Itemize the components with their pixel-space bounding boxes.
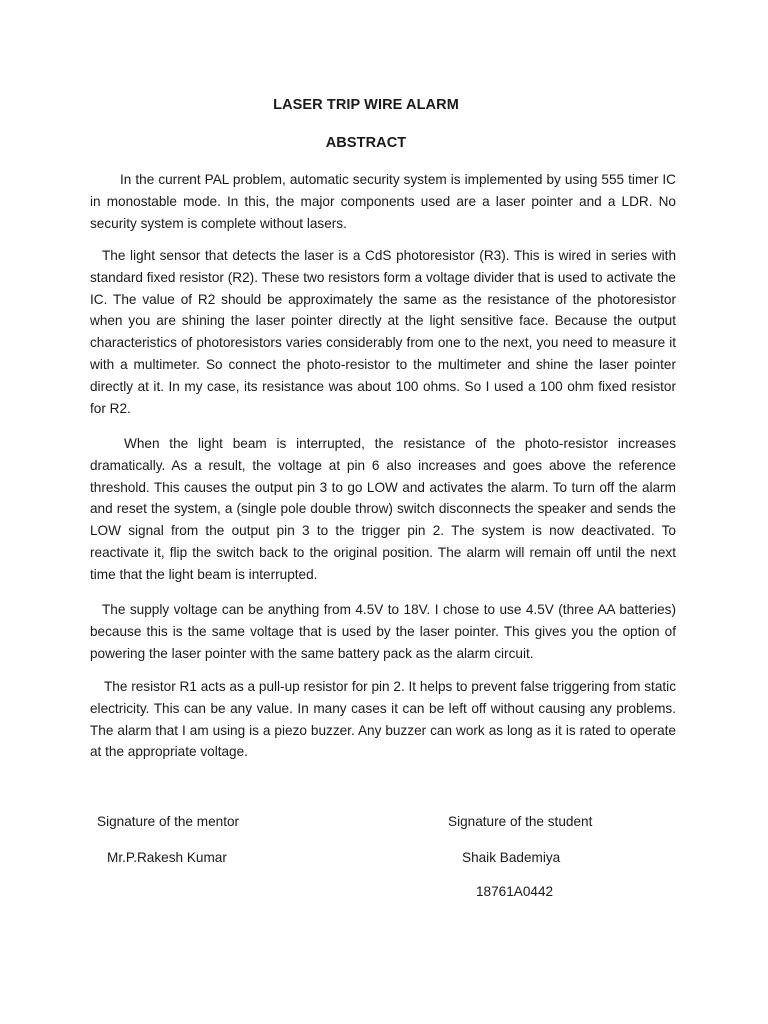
paragraph-text: The resistor R1 acts as a pull-up resistor for pin 2. It helps to prevent false triggering from static electricity. This can be any value. In many cases it can be left off without causing any problems. The alarm that I am using is a piezo buzzer. Any buzzer can work as long as it is rated to operate at the appropriate voltage.	[90, 679, 676, 760]
paragraph-text: The supply voltage can be anything from 4.5V to 18V. I chose to use 4.5V (three AA batteries) because this is the same voltage that is used by the laser pointer. This gives you the option of powering the laser pointer with the same battery pack as the alarm circuit.	[90, 602, 676, 661]
paragraph-text: The light sensor that detects the laser is a CdS photoresistor (R3). This is wired in series with standard fixed resistor (R2). These two resistors form a voltage divider that is used to activate the IC. The value of R2 should be approximately the same as the resistance of the photoresistor when you are shining the laser pointer directly at the light sensitive face. Because the output characteristics of photoresistors varies considerably from one to the next, you need to measure it with a multimeter. So connect the photo-resistor to the multimeter and shine the laser pointer directly at it. In my case, its resistance was about 100 ohms. So I used a 100 ohm fixed resistor for R2.	[90, 248, 676, 416]
student-signature-label: Signature of the student	[448, 814, 593, 829]
paragraph-text: In the current PAL problem, automatic security system is implemented by using 555 timer IC in monostable mode. In this, the major components used are a laser pointer and a LDR. No security system is complete without lasers.	[90, 172, 676, 231]
paragraph-beam-interrupted	[90, 433, 676, 586]
student-name: Shaik Bademiya	[462, 850, 561, 865]
section-heading: ABSTRACT	[325, 135, 407, 151]
paragraph-light-sensor	[90, 245, 676, 419]
student-roll-number: 18761A0442	[476, 884, 554, 899]
paragraph-supply-voltage	[90, 599, 676, 664]
mentor-name: Mr.P.Rakesh Kumar	[107, 850, 227, 865]
document-title: LASER TRIP WIRE ALARM	[273, 97, 459, 113]
mentor-signature-label: Signature of the mentor	[97, 814, 240, 829]
paragraph-intro	[90, 169, 676, 234]
paragraph-pull-up-resistor	[90, 676, 676, 763]
paragraph-text: When the light beam is interrupted, the resistance of the photo-resistor increases dramatically. As a result, the voltage at pin 6 also increases and goes above the reference threshold. This causes the output pin 3 to go LOW and activates the alarm. To turn off the alarm and reset the system, a (single pole double throw) switch disconnects the speaker and sends the LOW signal from the output pin 3 to the trigger pin 2. The system is now deactivated. To reactivate it, flip the switch back to the original position. The alarm will remain off until the next time that the light beam is interrupted.	[90, 436, 676, 582]
